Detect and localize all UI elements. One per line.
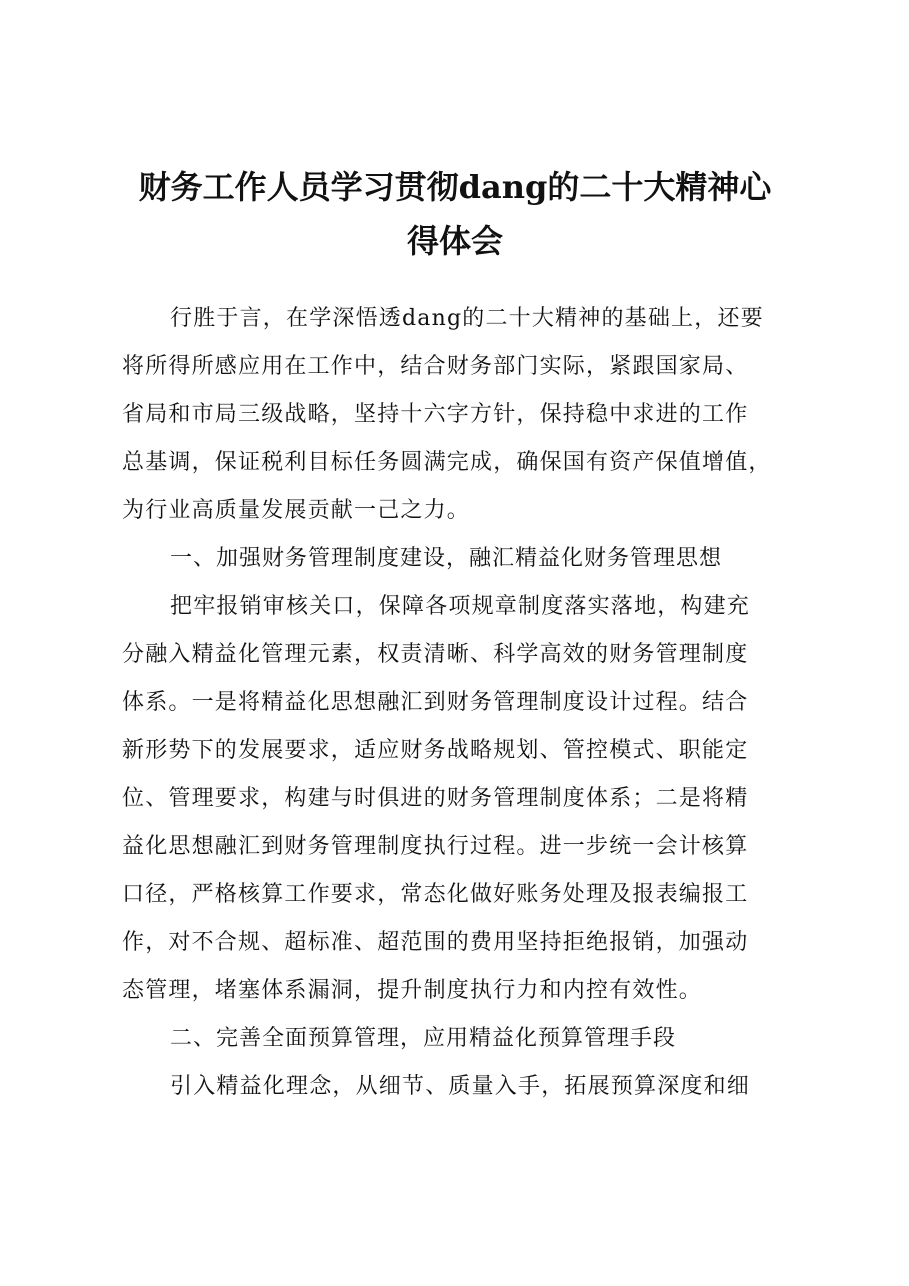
- heading-text: 二、完善全面预算管理，应用精益化预算管理手段: [170, 1026, 677, 1051]
- paragraph: [122, 299, 802, 539]
- document-body: [122, 299, 802, 1115]
- paragraph-line: 益化思想融汇到财务管理制度执行过程。进一步统一会计核算: [122, 834, 749, 859]
- paragraph-line: 体系。一是将精益化思想融汇到财务管理制度设计过程。结合: [122, 690, 749, 715]
- heading-text: 一、加强财务管理制度建设，融汇精益化财务管理思想: [170, 546, 723, 571]
- paragraph: [122, 587, 802, 1019]
- title-line-1: 财务工作人员学习贯彻dang的二十大精神心: [138, 168, 772, 206]
- paragraph-line: 将所得所感应用在工作中，结合财务部门实际，紧跟国家局、: [122, 354, 749, 379]
- paragraph-line: 行胜于言，在学深悟透dang的二十大精神的基础上，还要: [170, 306, 764, 331]
- paragraph-line: 态管理，堵塞体系漏洞，提升制度执行力和内控有效性。: [122, 978, 703, 1003]
- paragraph-line: 把牢报销审核关口，保障各项规章制度落实落地，构建充: [170, 594, 751, 619]
- paragraph-line: 为行业高质量发展贡献一己之力。: [122, 498, 471, 523]
- paragraph-line: 作，对不合规、超标准、超范围的费用坚持拒绝报销，加强动: [122, 930, 749, 955]
- paragraph-line: 引入精益化理念，从细节、质量入手，拓展预算深度和细: [170, 1074, 751, 1099]
- paragraph-line: 位、管理要求，构建与时俱进的财务管理制度体系；二是将精: [122, 786, 749, 811]
- paragraph: [122, 1067, 802, 1115]
- paragraph-line: 分融入精益化管理元素，权责清晰、科学高效的财务管理制度: [122, 642, 749, 667]
- document-title: [110, 160, 800, 268]
- paragraph-line: 总基调，保证税利目标任务圆满完成，确保国有资产保值增值，: [122, 450, 772, 475]
- section-heading: [122, 539, 802, 587]
- paragraph-line: 省局和市局三级战略，坚持十六字方针，保持稳中求进的工作: [122, 402, 749, 427]
- title-line-2: 得体会: [406, 222, 503, 260]
- paragraph-line: 口径，严格核算工作要求，常态化做好账务处理及报表编报工: [122, 882, 749, 907]
- section-heading: [122, 1019, 802, 1067]
- paragraph-line: 新形势下的发展要求，适应财务战略规划、管控模式、职能定: [122, 738, 749, 763]
